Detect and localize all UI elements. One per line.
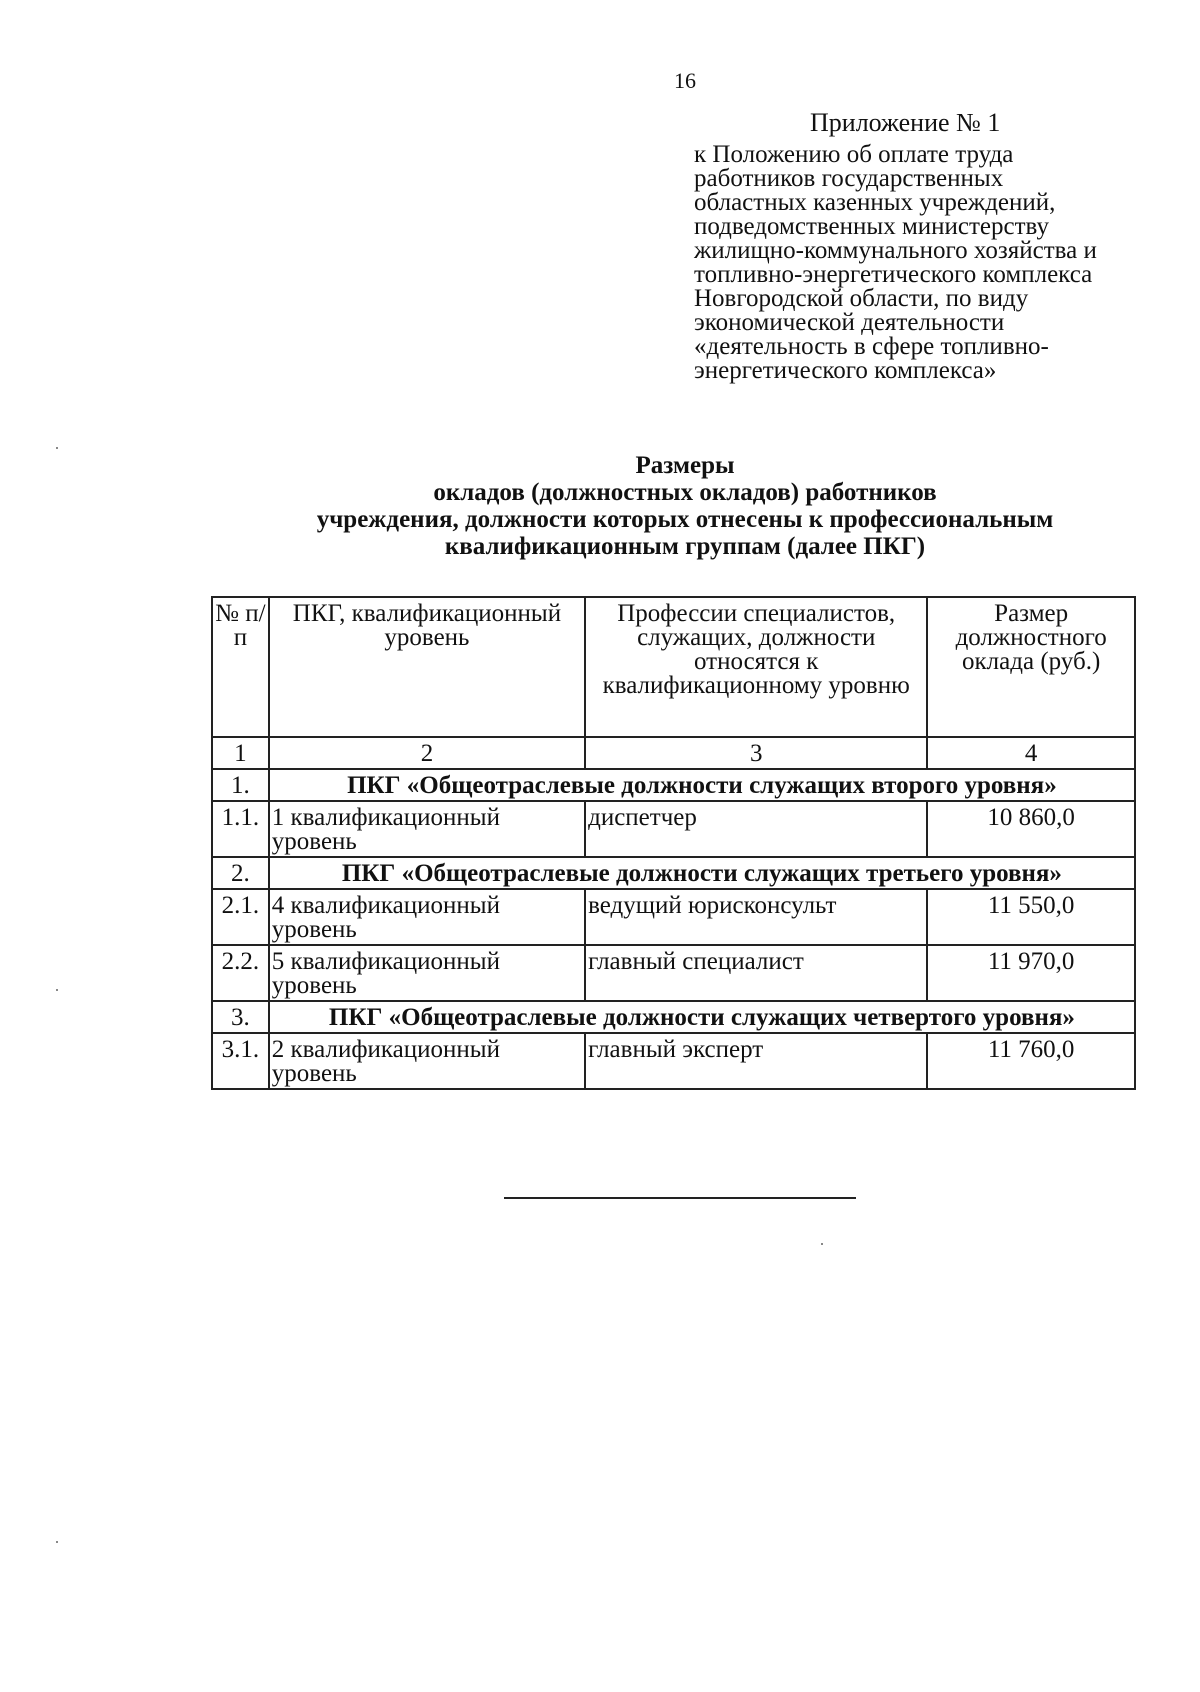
appendix-line: жилищно-коммунального хозяйства и <box>694 237 1097 264</box>
appendix-line: экономической деятельности <box>694 309 1005 336</box>
group-title: ПКГ «Общеотраслевые должности служащих третьего уровня» <box>269 857 1135 889</box>
header-pkg-level: ПКГ, квалификационный уровень <box>269 597 585 737</box>
appendix-line: подведомственных министерству <box>694 213 1049 240</box>
row-position: главный эксперт <box>585 1033 927 1089</box>
table-row <box>212 1033 1135 1089</box>
row-salary: 11 550,0 <box>927 889 1135 945</box>
appendix-line: «деятельность в сфере топливно- <box>694 333 1049 360</box>
row-position: главный специалист <box>585 945 927 1001</box>
header-number: № п/п <box>212 597 269 737</box>
heading-line: окладов (должностных окладов) работников <box>433 479 937 506</box>
group-number: 3. <box>212 1001 269 1033</box>
row-salary: 11 970,0 <box>927 945 1135 1001</box>
table-row <box>212 889 1135 945</box>
table-row <box>212 945 1135 1001</box>
row-number: 1.1. <box>212 801 269 857</box>
group-row <box>212 1001 1135 1033</box>
table-row <box>212 801 1135 857</box>
column-number: 1 <box>212 737 269 769</box>
group-number: 2. <box>212 857 269 889</box>
heading-line: учреждения, должности которых отнесены к профессиональным <box>316 506 1054 533</box>
heading-line: квалификационным группам (далее ПКГ) <box>444 533 926 560</box>
scan-mark <box>56 1541 58 1543</box>
appendix-line: Новгородской области, по виду <box>694 285 1029 312</box>
row-salary: 10 860,0 <box>927 801 1135 857</box>
appendix-reference <box>694 143 1164 383</box>
row-number: 2.2. <box>212 945 269 1001</box>
row-level: 2 квалификационный уровень <box>269 1033 585 1089</box>
row-level: 1 квалификационный уровень <box>269 801 585 857</box>
appendix-line: энергетического комплекса» <box>694 357 997 384</box>
row-salary: 11 760,0 <box>927 1033 1135 1089</box>
closing-rule <box>504 1197 856 1199</box>
row-level: 4 квалификационный уровень <box>269 889 585 945</box>
column-number-row <box>212 737 1135 769</box>
group-title: ПКГ «Общеотраслевые должности служащих четвертого уровня» <box>269 1001 1135 1033</box>
appendix-line: к Положению об оплате труда <box>694 141 1014 168</box>
row-level: 5 квалификационный уровень <box>269 945 585 1001</box>
group-title: ПКГ «Общеотраслевые должности служащих второго уровня» <box>269 769 1135 801</box>
table-header-row <box>212 597 1135 737</box>
appendix-line: областных казенных учреждений, <box>694 189 1056 216</box>
group-row <box>212 769 1135 801</box>
document-heading <box>0 452 1200 560</box>
header-professions: Профессии специалистов, служащих, должности относятся к квалификационному уровню <box>585 597 927 737</box>
scan-mark <box>56 989 58 991</box>
header-salary: Размер должностного оклада (руб.) <box>927 597 1135 737</box>
group-row <box>212 857 1135 889</box>
column-number: 4 <box>927 737 1135 769</box>
column-number: 2 <box>269 737 585 769</box>
scan-mark <box>56 447 58 449</box>
appendix-line: работников государственных <box>694 165 1004 192</box>
scan-mark <box>821 1243 823 1245</box>
row-number: 3.1. <box>212 1033 269 1089</box>
salary-table <box>211 596 1136 1090</box>
heading-line: Размеры <box>635 452 735 479</box>
appendix-title: Приложение № 1 <box>810 108 1001 137</box>
page-number: 16 <box>674 68 696 93</box>
appendix-line: топливно-энергетического комплекса <box>694 261 1093 288</box>
row-position: диспетчер <box>585 801 927 857</box>
row-position: ведущий юрисконсульт <box>585 889 927 945</box>
column-number: 3 <box>585 737 927 769</box>
group-number: 1. <box>212 769 269 801</box>
row-number: 2.1. <box>212 889 269 945</box>
